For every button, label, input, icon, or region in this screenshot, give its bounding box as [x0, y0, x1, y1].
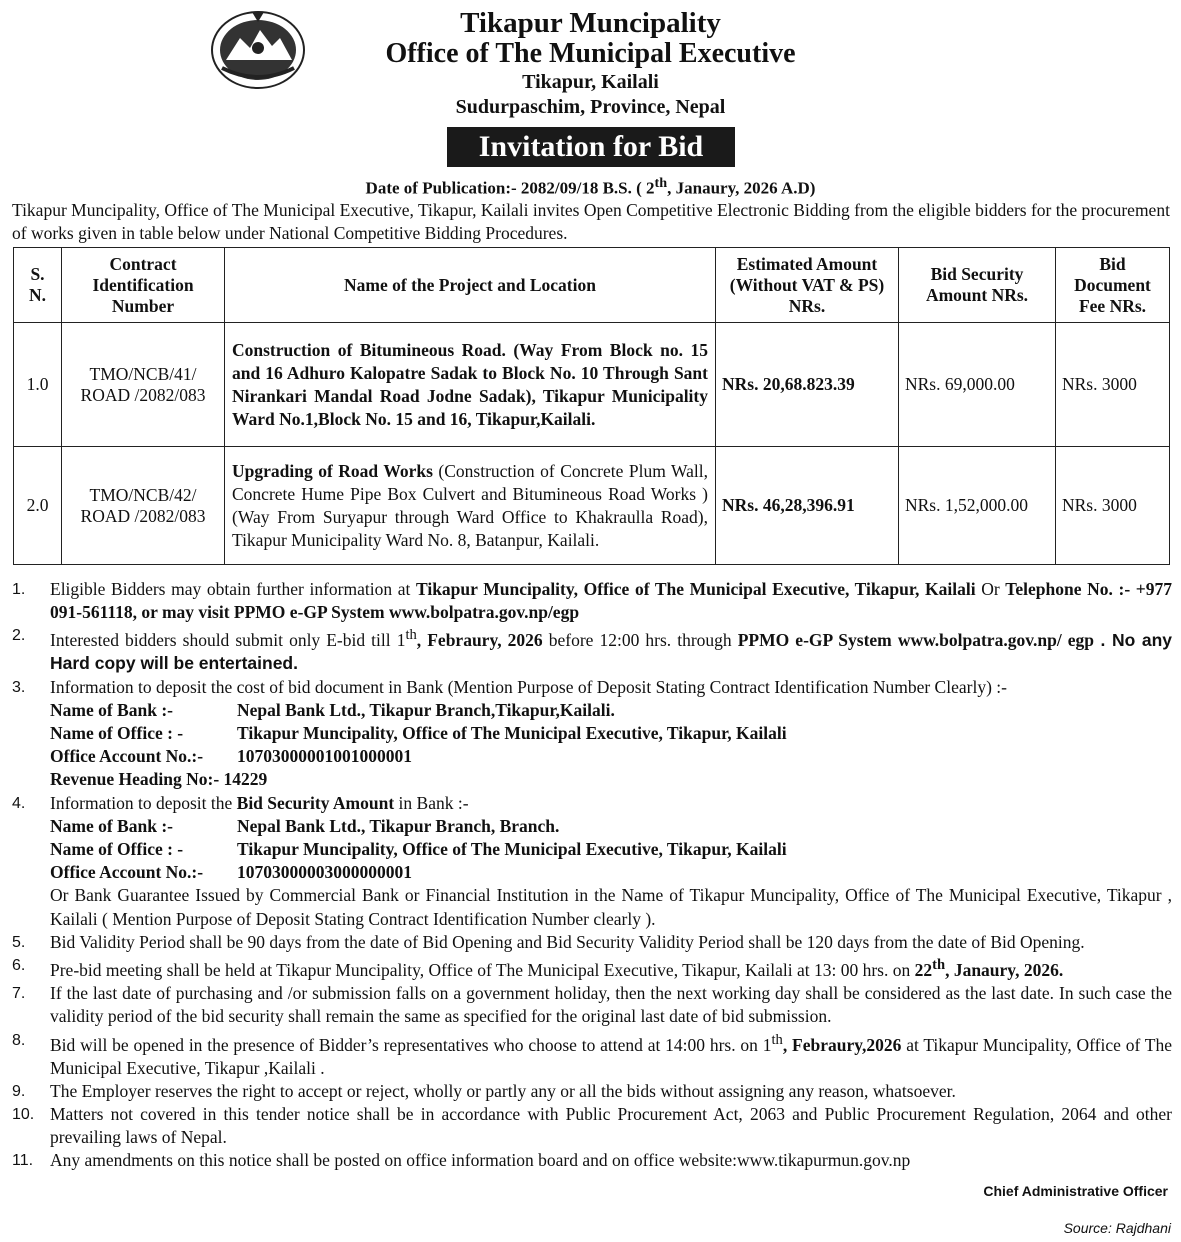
table-row [14, 323, 1170, 447]
cell-sn: 2.0 [14, 447, 62, 565]
list-item: 10. Matters not covered in this tender notice shall be in accordance with Public Procurement Act, 2063 and Public Procurement Regulation, 2064 and other prevailing laws of Nepal. [12, 1103, 1172, 1148]
source-credit: Source: Rajdhani [1063, 1220, 1171, 1236]
list-item: 4. Information to deposit the Bid Security Amount in Bank :- Name of Bank :- Nepal Bank Ltd., Tikapur Branch, Branch. Name of Office : - Tikapur Muncipality, Office of The Municipal Executive, Tikapur, Kailali Office Account No.:- 10703000003000000001 Or Bank Guarantee Issued by Commercial Bank or Financial Institution in the Name of Tikapur Muncipality, Office of The Municipal Executive, Tikapur , Kailali ( Mention Purpose of Deposit Stating Contract Identification Number clearly ). [12, 792, 1172, 929]
cell-document-fee: NRs. 3000 [1056, 323, 1170, 447]
bid-table [13, 247, 1170, 565]
col-sn: S. N. [14, 248, 62, 323]
table-row [14, 447, 1170, 565]
cell-project: Construction of Bitumineous Road. (Way From Block no. 15 and 16 Adhuro Kalopatre Sadak to Block No. 10 Through Sant Nirankari Mandal Road Jodne Sadak), Tikapur Municipality Ward No.1,Block No. 15 and 16, Tikapur,Kailali. [225, 323, 716, 447]
publication-date: Date of Publication:- 2082/09/18 B.S. ( 2th, Janaury, 2026 A.D) [365, 175, 816, 198]
conditions-list [12, 578, 1172, 1173]
cell-contract-id: TMO/NCB/41/ ROAD /2082/083 [62, 323, 225, 447]
list-item: 11. Any amendments on this notice shall be posted on office information board and on office website:www.tikapurmun.gov.np [12, 1150, 911, 1171]
header-province: Sudurpaschim, Province, Nepal [455, 96, 726, 118]
cell-contract-id: TMO/NCB/42/ ROAD /2082/083 [62, 447, 225, 565]
list-item: 7. If the last date of purchasing and /or submission falls on a government holiday, then the next working day shall be considered as the last date. In such case the validity period of the bid security shall remain the same as specified for the original last date of bid submission. [12, 983, 1172, 1027]
cell-bid-security: NRs. 1,52,000.00 [899, 447, 1056, 565]
list-item: 5. Bid Validity Period shall be 90 days from the date of Bid Opening and Bid Security Validity Period shall be 120 days from the date of Bid Opening. [12, 931, 1085, 952]
col-document-fee: Bid Document Fee NRs. [1056, 248, 1170, 323]
list-item: 9. The Employer reserves the right to accept or reject, wholly or partly any or all the bids without assigning any reason, whatsoever. [12, 1080, 956, 1101]
list-item: 2. Interested bidders should submit only E-bid till 1th, Febraury, 2026 before 12:00 hrs. through PPMO e-GP System www.bolpatra.gov.np/ egp . No any Hard copy will be entertained. [12, 627, 1172, 674]
table-header-row [14, 248, 1170, 323]
header-address: Tikapur, Kailali [522, 71, 659, 93]
header-office: Office of The Municipal Executive [385, 38, 796, 69]
col-bid-security: Bid Security Amount NRs. [899, 248, 1056, 323]
list-item: 1. Eligible Bidders may obtain further information at Tikapur Muncipality, Office of The Municipal Executive, Tikapur, Kailali Or Telephone No. :- +977 091-561118, or may visit PPMO e-GP System www.bolpatra.gov.np/egp [12, 579, 1172, 623]
cell-sn: 1.0 [14, 323, 62, 447]
list-item: 6. Pre-bid meeting shall be held at Tikapur Muncipality, Office of The Municipal Executive, Tikapur, Kailali at 13: 00 hrs. on 22th, Janaury, 2026. [12, 957, 1064, 980]
col-estimated-amount: Estimated Amount (Without VAT & PS) NRs. [716, 248, 899, 323]
cell-document-fee: NRs. 3000 [1056, 447, 1170, 565]
cell-estimated-amount: NRs. 20,68.823.39 [716, 323, 899, 447]
list-item: 3. Information to deposit the cost of bid document in Bank (Mention Purpose of Deposit Stating Contract Identification Number Clearly) :- Name of Bank :- Nepal Bank Ltd., Tikapur Branch,Tikapur,Kailali. Name of Office : - Tikapur Muncipality, Office of The Municipal Executive, Tikapur, Kailali Office Account No.:- 10703000001001000001 Revenue Heading No:- 14229 [12, 676, 1007, 790]
col-project-name: Name of the Project and Location [225, 248, 716, 323]
signature: Chief Administrative Officer [983, 1183, 1168, 1199]
header-municipality: Tikapur Muncipality [460, 7, 721, 39]
cell-estimated-amount: NRs. 46,28,396.91 [716, 447, 899, 565]
page-title: Invitation for Bid [447, 127, 735, 167]
intro-paragraph: Tikapur Muncipality, Office of The Municipal Executive, Tikapur, Kailali invites Open Competitive Electronic Bidding from the eligible bidders for the procurement of works given in table below under National Competitive Bidding Procedures. [12, 200, 1170, 243]
list-item: 8. Bid will be opened in the presence of Bidder’s representatives who choose to attend at 14:00 hrs. on 1th, Febraury,2026 at Tikapur Muncipality, Office of The Municipal Executive, Tikapur ,Kailali . [12, 1031, 1172, 1078]
col-contract-id: Contract Identification Number [62, 248, 225, 323]
cell-project: Upgrading of Road Works (Construction of Concrete Plum Wall, Concrete Hume Pipe Box Culvert and Bitumineous Road Works ) (Way From Suryapur through Ward Office to Khakraulla Road), Tikapur Municipality Ward No. 8, Batanpur, Kailali. [225, 447, 716, 565]
cell-bid-security: NRs. 69,000.00 [899, 323, 1056, 447]
